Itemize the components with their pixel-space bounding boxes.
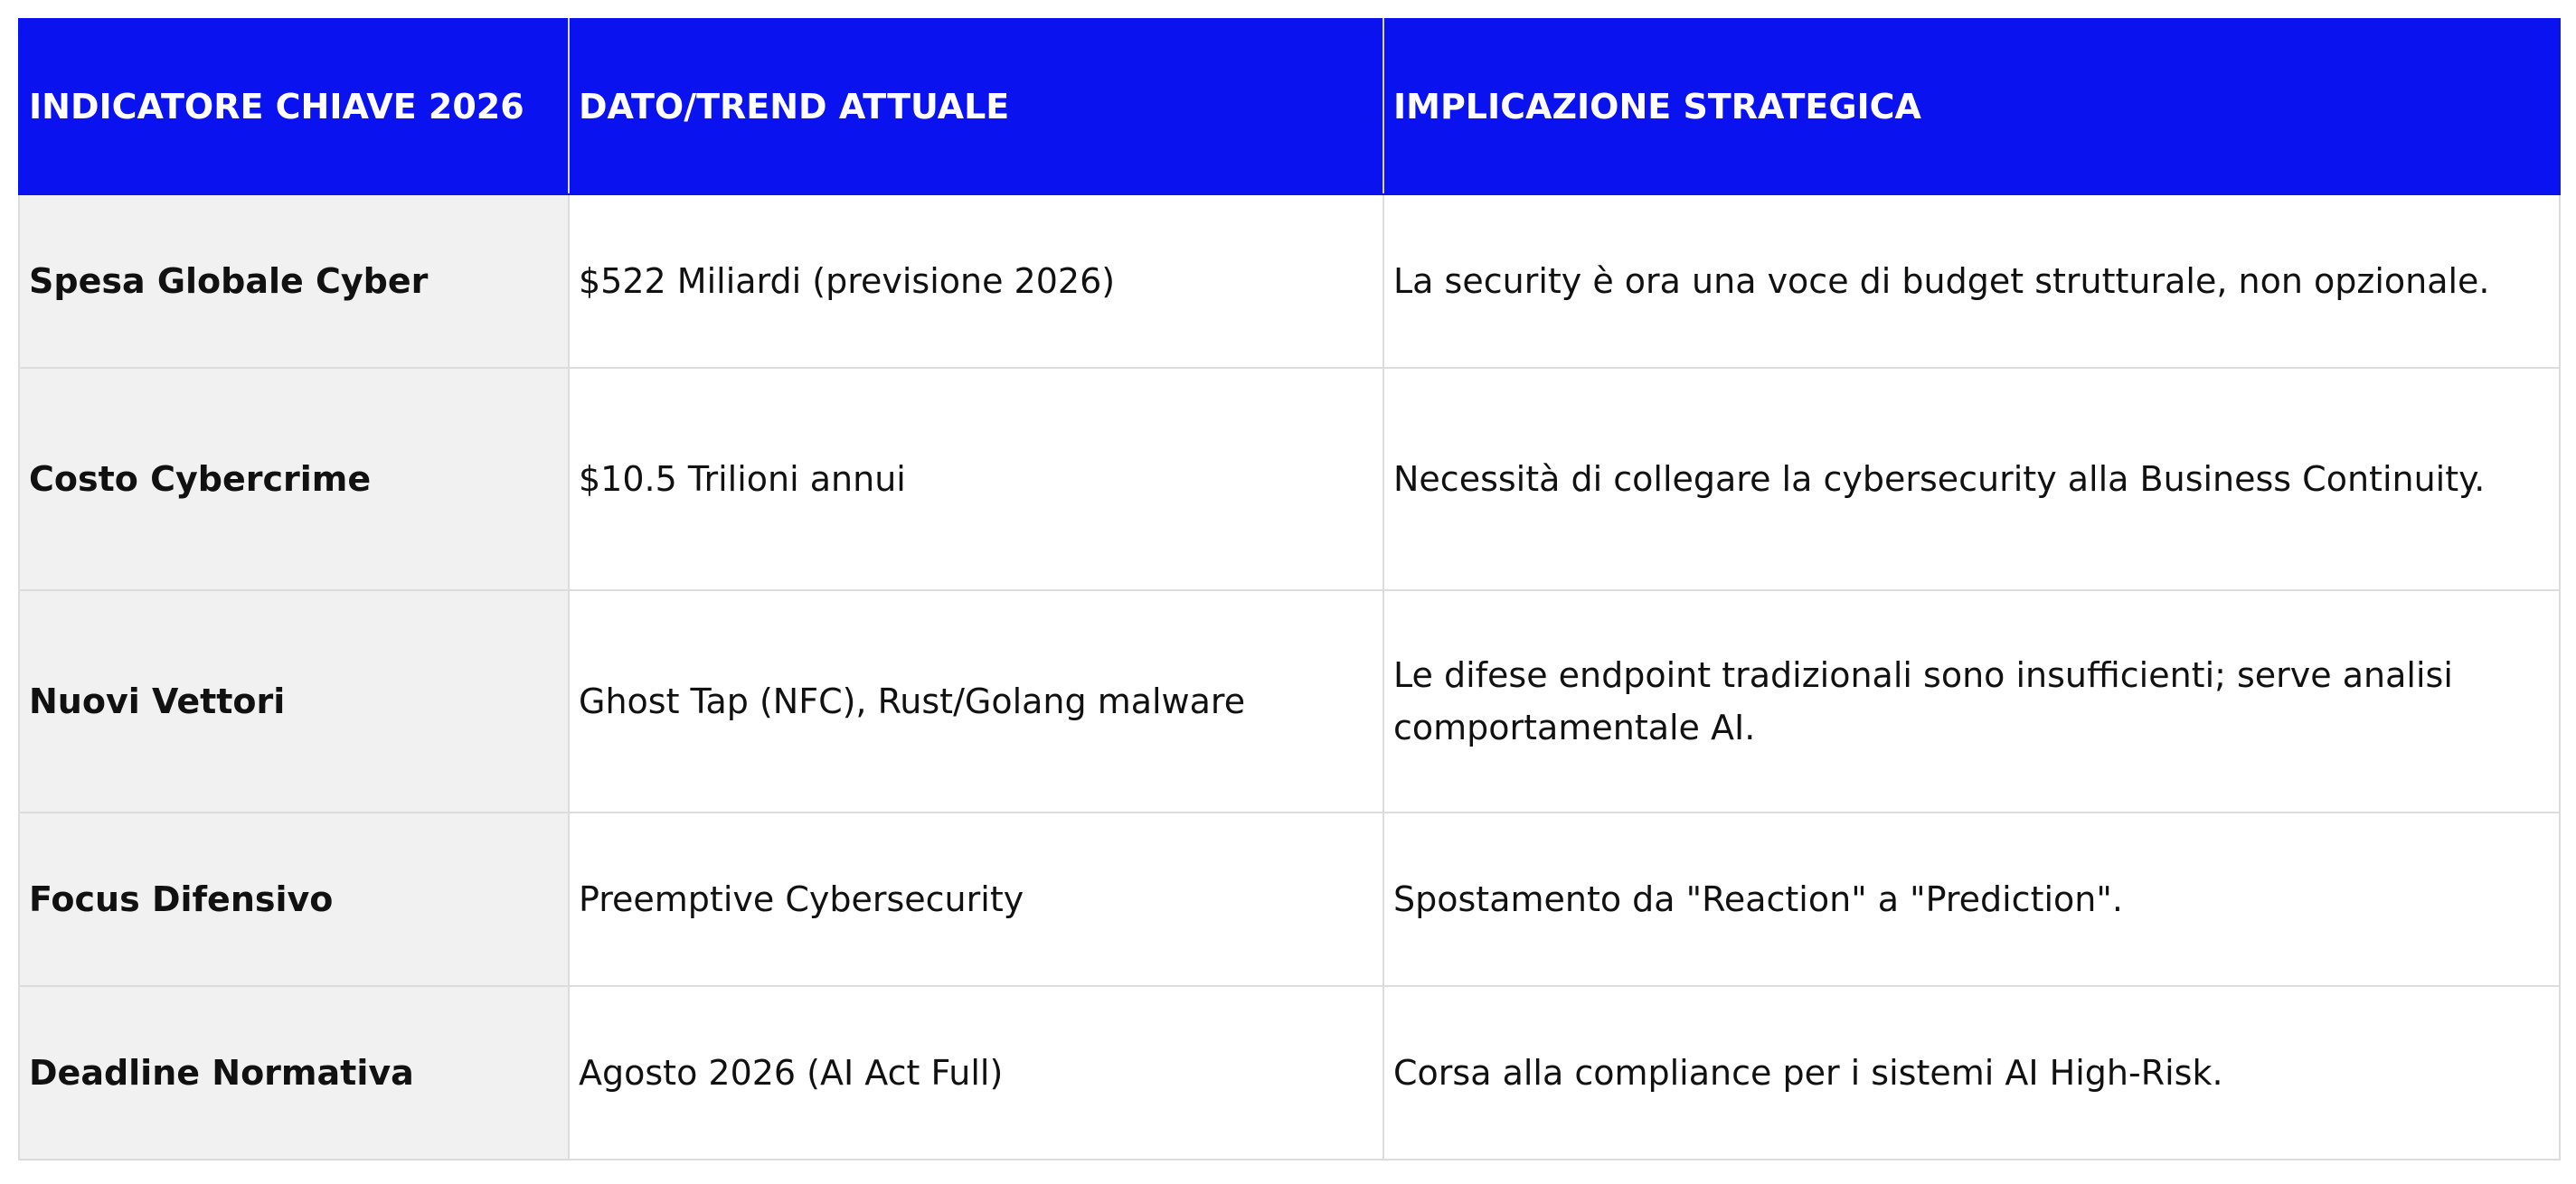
implication-cell: La security è ora una voce di budget strutturale, non opzionale.: [1383, 194, 2560, 368]
strategic-indicators-table: [18, 18, 2561, 1161]
trend-cell: $10.5 Trilioni annui: [569, 368, 1383, 590]
strategic-indicators-table-container: [18, 18, 2559, 1161]
header-strategic-implication: IMPLICAZIONE STRATEGICA: [1383, 19, 2560, 194]
implication-cell: Corsa alla compliance per i sistemi AI High-Risk.: [1383, 986, 2560, 1160]
trend-cell: Preemptive Cybersecurity: [569, 813, 1383, 986]
implication-cell: Necessità di collegare la cybersecurity alla Business Continuity.: [1383, 368, 2560, 590]
table-row: [19, 813, 2560, 986]
trend-cell: Ghost Tap (NFC), Rust/Golang malware: [569, 590, 1383, 813]
indicator-cell: Nuovi Vettori: [19, 590, 569, 813]
table-row: [19, 194, 2560, 368]
implication-cell: Spostamento da "Reaction" a "Prediction".: [1383, 813, 2560, 986]
indicator-cell: Spesa Globale Cyber: [19, 194, 569, 368]
header-key-indicator: INDICATORE CHIAVE 2026: [19, 19, 569, 194]
table-header-row: [19, 19, 2560, 194]
indicator-cell: Costo Cybercrime: [19, 368, 569, 590]
header-current-trend: DATO/TREND ATTUALE: [569, 19, 1383, 194]
trend-cell: Agosto 2026 (AI Act Full): [569, 986, 1383, 1160]
indicator-cell: Deadline Normativa: [19, 986, 569, 1160]
indicator-cell: Focus Difensivo: [19, 813, 569, 986]
table-row: [19, 368, 2560, 590]
trend-cell: $522 Miliardi (previsione 2026): [569, 194, 1383, 368]
implication-cell: Le difese endpoint tradizionali sono insufficienti; serve analisi comportamentale AI.: [1383, 590, 2560, 813]
table-row: [19, 986, 2560, 1160]
table-row: [19, 590, 2560, 813]
